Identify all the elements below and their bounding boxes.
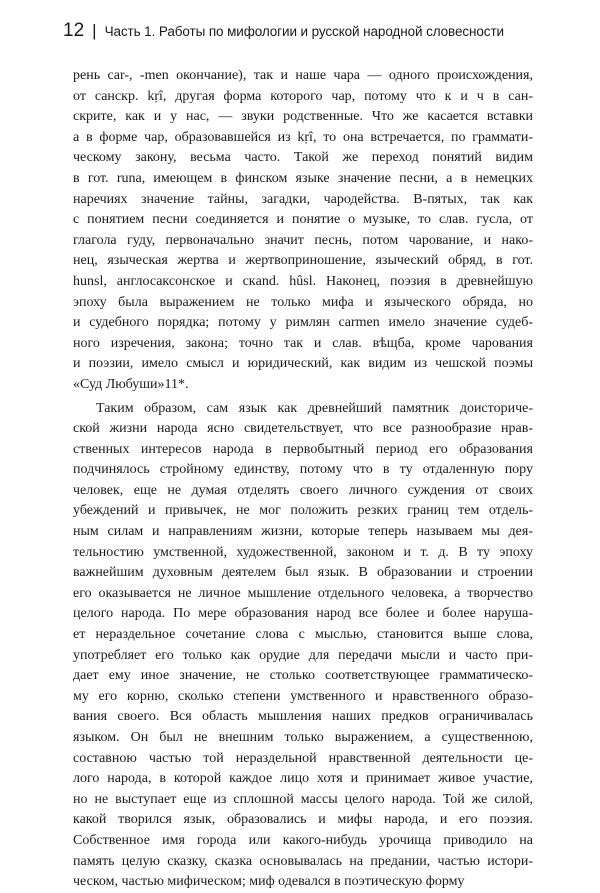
text-line: составною частью той нераздельной нравственной деятельности це- [73, 750, 533, 766]
text-line: эпоху была выражением не только мифа и языческого обряда, но [73, 294, 533, 310]
text-line: нец, языческая жертва и жертвоприношение, языческий обряд, в гот. [73, 253, 533, 269]
text-line: с понятием песни соединяется и понятие о музыке, то слав. гусла, от [73, 212, 533, 228]
text-line: языком. Он был не внешним только выражением, а существенною, [73, 730, 533, 745]
text-line: «Суд Любуши»11*. [73, 376, 189, 392]
text-line: дает ему иное значение, не столько соответствующее грамматическо- [73, 668, 533, 684]
text-line: вания своего. Вся область мышления наших предков ограничивалась [73, 709, 533, 725]
text-line: ческому закону, весьма часто. Такой же переход понятий видим [73, 150, 533, 166]
text-line: ской жизни народа ясно свидетельствует, что все разнообразие нрав- [73, 421, 533, 437]
text-line: ет нераздельное сочетание слова с мыслью, становится выше слова, [73, 627, 533, 643]
running-header [63, 20, 533, 50]
text-line: целого народа. По мере образования народ все более и более наруша- [73, 606, 533, 622]
text-line: рень car-, -men окончание), так и наше чара — одного происхождения, [73, 68, 533, 83]
text-line: лого народа, в которой каждое лицо хотя и принимает живое участие, [73, 771, 533, 787]
text-line: его оказывается не личное мышление отдельного человека, а творчество [73, 585, 533, 601]
running-title: Часть 1. Работы по мифологии и русской народной словесности [104, 24, 504, 39]
text-line: убеждений и привычек, не мог положить резких границ тем отдель- [73, 503, 533, 519]
text-line: важнейшим духовным деятелем был язык. В образовании и строении [73, 565, 533, 581]
text-line: подчинялось стройному единству, потому что в ту отдаленную пору [73, 462, 533, 478]
header-separator: | [92, 21, 97, 40]
text-line: ческом, частью мифическом; миф одевался в поэтическую форму [73, 874, 465, 890]
text-line: тельностию умственной, художественной, законом и т. д. В ту эпоху [73, 544, 533, 560]
text-line: скрите, как и у нас, — звуки родственные. Что же касается вставки [73, 109, 533, 125]
text-line: а в форме чар, образовавшейся из kṛî, то она встречается, по граммати- [73, 129, 533, 145]
text-line: ным силам и направлениям жизни, которые теперь называем мы дея- [73, 524, 533, 540]
text-line: ного изречения, закона; точно так и слав. вѣщба, кроме чарования [73, 335, 533, 351]
text-line: ственных интересов народа в первобытный период его образования [73, 441, 533, 457]
text-line: память целую сказку, сказка основывалась на предании, частью истори- [73, 853, 533, 869]
text-line: употребляет его только как орудие для передачи мысли и часто при- [73, 647, 533, 663]
text-line: но не выступает еще из сплошной массы целого народа. Той же силой, [73, 791, 533, 807]
text-line: му его корню, сколько степени умственного и нравственного образо- [73, 688, 533, 704]
text-line: наречиях значение тайны, загадки, чародейства. В-пятых, так как [73, 191, 533, 207]
text-line: в гот. runa, имеющем в финском языке значение песни, а в немецких [73, 170, 533, 186]
text-line: hunsl, англосаксонское и скand. hûsl. Наконец, поэзия в древнейшую [73, 273, 533, 289]
text-line: какой творился язык, образовались и мифы народа, и его поэзия. [73, 812, 533, 828]
paragraph [73, 66, 533, 396]
text-line: от санскр. kṛî, другая форма которого чар, потому что к и ч в сан- [73, 88, 533, 104]
page-number: 12 [63, 20, 85, 41]
paragraph [73, 399, 533, 893]
text-line: и судебного порядка; потому у римлян carmen имело значение судеб- [73, 315, 533, 331]
text-line: Таким образом, сам язык как древнейший памятник доисториче- [96, 400, 533, 416]
body-text [73, 66, 533, 893]
text-line: глагола гуду, первоначально значит песнь, потом чарование, и нако- [73, 232, 533, 248]
text-line: человек, еще не думая отделять своего личного суждения от своих [73, 482, 533, 498]
text-line: Собственное имя города или какого-нибудь урочища приводило на [73, 832, 533, 848]
text-line: и поэзии, имело смысл и юридический, как видим из чешской поэмы [73, 356, 533, 372]
